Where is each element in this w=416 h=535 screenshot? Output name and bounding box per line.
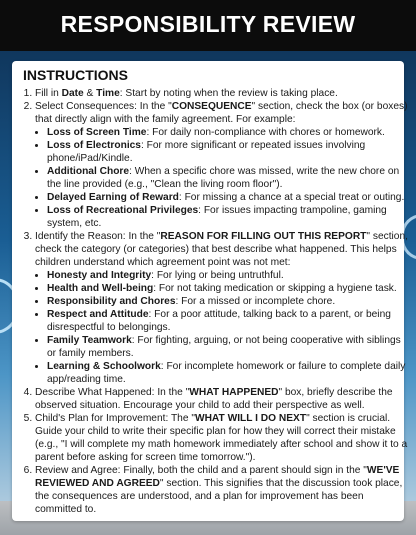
bold-term: Honesty and Integrity bbox=[47, 270, 152, 281]
text-run: " section. This signifies that the discussion took place, the consequences are understood, and a plan for improvement has been committed to. bbox=[35, 478, 403, 515]
bold-term: WHAT WILL I DO NEXT bbox=[194, 413, 307, 424]
title-bar bbox=[0, 0, 416, 51]
bold-term: WHAT HAPPENED bbox=[189, 387, 279, 398]
example-item bbox=[47, 204, 409, 230]
example-item bbox=[47, 360, 409, 386]
instruction-step bbox=[35, 464, 409, 516]
text-run: : When a specific chore was missed, write the new chore on the line provided (e.g., "Clean the living room floor"). bbox=[47, 166, 400, 190]
text-run: Describe What Happened: In the " bbox=[35, 387, 190, 398]
text-run: : For more significant or repeated issues involving phone/iPad/Kindle. bbox=[47, 140, 366, 164]
bold-term: Health and Well-being bbox=[47, 283, 154, 294]
text-run: : For fighting, arguing, or not being cooperative with siblings or family members. bbox=[47, 335, 401, 359]
bold-term: Family Teamwork bbox=[47, 335, 132, 346]
text-run: Fill in bbox=[35, 88, 62, 99]
text-run: : For a missed or incomplete chore. bbox=[175, 296, 336, 307]
example-list bbox=[35, 126, 409, 230]
example-item bbox=[47, 269, 409, 282]
example-item bbox=[47, 334, 409, 360]
example-item bbox=[47, 191, 409, 204]
instruction-step bbox=[35, 230, 409, 386]
page-title: RESPONSIBILITY REVIEW bbox=[60, 11, 356, 37]
bold-term: Date bbox=[61, 88, 84, 99]
example-list bbox=[35, 269, 409, 386]
bold-term: Responsibility and Chores bbox=[47, 296, 176, 307]
example-item bbox=[47, 308, 409, 334]
bold-term: Respect and Attitude bbox=[47, 309, 149, 320]
text-run: Review and Agree: Finally, both the child and a parent should sign in the " bbox=[35, 465, 367, 476]
text-run: : For missing a chance at a special treat or outing. bbox=[178, 192, 405, 203]
text-run: & bbox=[83, 88, 97, 99]
bold-term: Additional Chore bbox=[47, 166, 130, 177]
example-item bbox=[47, 165, 409, 191]
text-run: : For incomplete homework or failure to complete daily app/reading time. bbox=[47, 361, 406, 385]
text-run: " section is crucial. Guide your child to write their specific plan for how they will correct their mistake (e.g., "I will complete my math homework immediately after school and show it to a parent before asking for screen time tomorrow."). bbox=[35, 413, 408, 463]
text-run: : For lying or being untruthful. bbox=[151, 270, 284, 281]
text-run: Identify the Reason: In the " bbox=[35, 231, 161, 242]
text-run: : For issues impacting trampoline, gaming system, etc. bbox=[47, 205, 387, 229]
text-run: " section, check the box (or boxes) that directly align with the family agreement. For example: bbox=[35, 101, 408, 125]
example-item bbox=[47, 126, 409, 139]
bold-term: Time bbox=[96, 88, 120, 99]
bold-term: Loss of Electronics bbox=[47, 140, 141, 151]
text-run: Select Consequences: In the " bbox=[35, 101, 172, 112]
bold-term: Learning & Schoolwork bbox=[47, 361, 161, 372]
text-run: : Start by noting when the review is taking place. bbox=[119, 88, 338, 99]
example-item bbox=[47, 139, 409, 165]
bold-term: WE'VE REVIEWED AND AGREED bbox=[35, 465, 400, 489]
bold-term: Loss of Screen Time bbox=[47, 127, 147, 138]
instructions-heading: INSTRUCTIONS bbox=[23, 67, 128, 83]
instruction-step bbox=[35, 386, 409, 412]
text-run: : For daily non-compliance with chores or homework. bbox=[146, 127, 385, 138]
text-run: " box, briefly describe the observed situation. Encourage your child to add their perspective as well. bbox=[35, 387, 393, 411]
instructions-list bbox=[23, 87, 409, 516]
text-run: " section, check the category (or categories) that best describe what happened. This helps children understand which agreement point was not met: bbox=[35, 231, 408, 268]
text-run: : For not taking medication or skipping a hygiene task. bbox=[153, 283, 397, 294]
bold-term: Delayed Earning of Reward bbox=[47, 192, 179, 203]
example-item bbox=[47, 295, 409, 308]
example-item bbox=[47, 282, 409, 295]
instruction-step bbox=[35, 412, 409, 464]
instruction-step bbox=[35, 100, 409, 230]
instruction-step bbox=[35, 87, 409, 100]
bold-term: CONSEQUENCE bbox=[171, 101, 252, 112]
text-run: : For a poor attitude, talking back to a parent, or being disrespectful to belongings. bbox=[47, 309, 391, 333]
bold-term: REASON FOR FILLING OUT THIS REPORT bbox=[160, 231, 367, 242]
text-run: Child's Plan for Improvement: The " bbox=[35, 413, 195, 424]
instructions-card bbox=[12, 61, 408, 521]
bold-term: Loss of Recreational Privileges bbox=[47, 205, 199, 216]
